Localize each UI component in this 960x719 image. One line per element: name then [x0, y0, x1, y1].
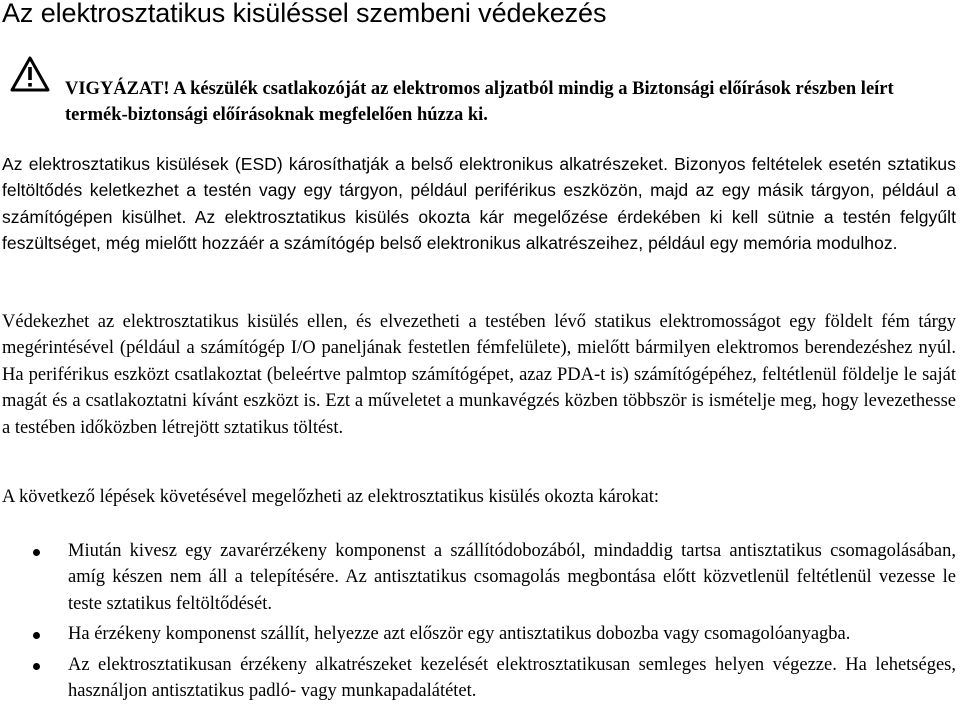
bullet-icon: [33, 632, 40, 639]
warning-text: VIGYÁZAT! A készülék csatlakozóját az elektromos aljzatból mindig a Biztonsági előírások részben leírt termék-biztonsági előírásoknak megfelelően húzza ki.: [65, 79, 894, 125]
list-item-text: Miután kivesz egy zavarérzékeny komponenst a szállítódobozából, mindaddig tartsa antisztatikus csomagolásában, amíg készen nem áll a telepítésére. Az antisztatikus csomagolás megbontása előtt közvetlenül feltétlenül vezesse le teste sztatikus feltöltődését.: [68, 541, 956, 614]
list-item: [0, 621, 956, 647]
paragraph-steps-intro: A következő lépések követésével megelőzheti az elektrosztatikus kisülés okozta károkat:: [2, 487, 660, 507]
list-item: [0, 652, 956, 705]
list-item: [0, 538, 956, 617]
warning-triangle-icon: [10, 56, 50, 92]
paragraph-grounding: Védekezhet az elektrosztatikus kisülés ellen, és elvezetheti a testében lévő statikus elektromosságot egy földelt fém tárgy megérintésével (például a számítógép I/O paneljának festetlen fémfelülete), mielőtt bármilyen elektromos berendezéshez nyúl. Ha periférikus eszközt csatlakoztat (beleértve palmtop számítógépet, azaz PDA-t is) számítógépéhez, feltétlenül földelje le saját magát és a csatlakoztatni kívánt eszközt is. Ezt a műveletet a munkavégzés közben többször is ismételje meg, hogy levezethesse a testében időközben létrejött sztatikus töltést.: [2, 312, 956, 438]
prevention-steps-list: [0, 538, 960, 708]
bullet-icon: [33, 663, 40, 670]
paragraph-esd-intro: Az elektrosztatikus kisülések (ESD) károsíthatják a belső elektronikus alkatrészeket. Bizonyos feltételek esetén sztatikus feltöltődés keletkezhet a testén vagy egy tárgyon, például periférikus eszközön, majd az egy másik tárgyon, például a számítógépen kisülhet. Az elektrosztatikus kisülés okozta kár megelőzése érdekében ki kell sütnie a testén felgyűlt feszültséget, még mielőtt hozzáér a számítógép belső elektronikus alkatrészeihez, például egy memória modulhoz.: [2, 154, 956, 254]
list-item-text: Ha érzékeny komponenst szállít, helyezze azt először egy antisztatikus dobozba vagy csomagolóanyagba.: [68, 624, 851, 645]
bullet-icon: [33, 549, 40, 556]
list-item-text: Az elektrosztatikusan érzékeny alkatrészeket kezelését elektrosztatikusan semleges helyen végezze. Ha lehetséges, használjon antisztatikus padló- vagy munkapadalátétet.: [68, 654, 956, 702]
page-title: Az elektrosztatikus kisüléssel szembeni védekezés: [2, 0, 607, 28]
